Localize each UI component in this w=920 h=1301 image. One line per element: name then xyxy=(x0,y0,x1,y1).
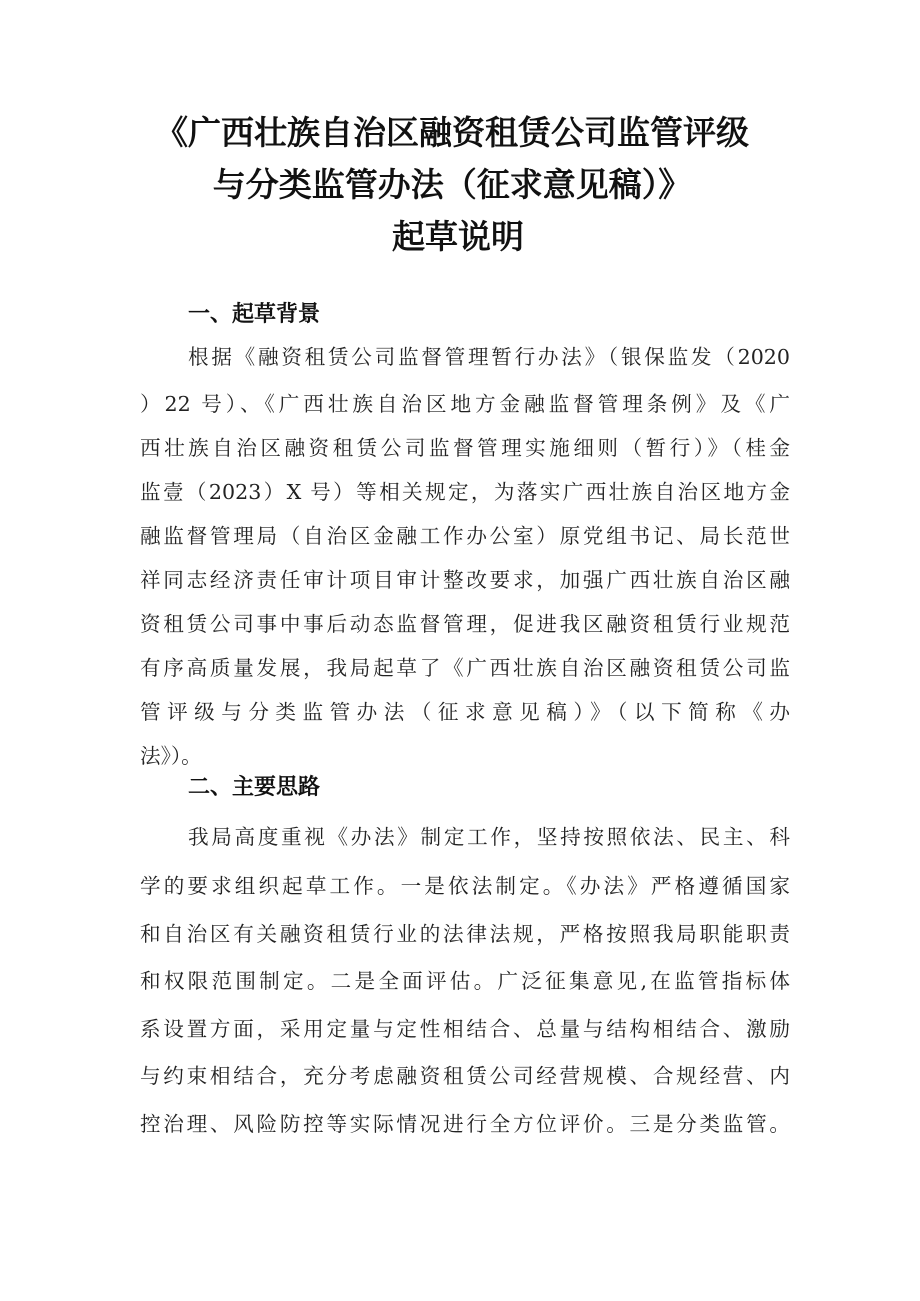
paragraph-line: 学的要求组织起草工作。一是依法制定。《办法》严格遵循国家 xyxy=(140,874,790,898)
paragraph-line: 系设置方面，采用定量与定性相结合、总量与结构相结合、激励 xyxy=(140,1017,790,1041)
paragraph-line: 与约束相结合，充分考虑融资租赁公司经营规模、合规经营、内 xyxy=(140,1064,790,1088)
document-title-line-2: 与分类监管办法（征求意见稿）》 xyxy=(212,165,692,204)
paragraph-line: 祥同志经济责任审计项目审计整改要求，加强广西壮族自治区融 xyxy=(140,568,790,592)
paragraph-line: 资租赁公司事中事后动态监督管理，促进我区融资租赁行业规范 xyxy=(140,612,790,636)
paragraph-line: 融监督管理局（自治区金融工作办公室）原党组书记、局长范世 xyxy=(140,524,790,548)
document-title-line-3: 起草说明 xyxy=(392,217,524,256)
paragraph-line: ）22 号）、《广西壮族自治区地方金融监督管理条例》及《广 xyxy=(140,392,790,416)
paragraph-line: 控治理、风险防控等实际情况进行全方位评价。三是分类监管。 xyxy=(140,1112,790,1136)
paragraph-line: 有序高质量发展，我局起草了《广西壮族自治区融资租赁公司监 xyxy=(140,656,790,680)
paragraph-line: 法》）。 xyxy=(140,744,202,768)
paragraph-line: 西壮族自治区融资租赁公司监督管理实施细则（暂行）》（桂金 xyxy=(140,436,790,460)
document-title-line-1: 《广西壮族自治区融资租赁公司监管评级 xyxy=(155,113,749,152)
paragraph-line: 根据《融资租赁公司监督管理暂行办法》（银保监发（2020 xyxy=(188,345,790,369)
section-heading-main-ideas: 二、主要思路 xyxy=(188,775,321,800)
paragraph-line: 监壹（2023）X 号）等相关规定，为落实广西壮族自治区地方金 xyxy=(140,480,790,504)
paragraph-line: 管评级与分类监管办法（征求意见稿）》（以下简称《办 xyxy=(140,700,790,724)
section-heading-background: 一、起草背景 xyxy=(188,302,321,327)
paragraph-line: 和自治区有关融资租赁行业的法律法规，严格按照我局职能职责 xyxy=(140,922,790,946)
paragraph-line: 我局高度重视《办法》制定工作，坚持按照依法、民主、科 xyxy=(188,825,790,849)
paragraph-line: 和权限范围制定。二是全面评估。广泛征集意见,在监管指标体 xyxy=(140,969,790,993)
